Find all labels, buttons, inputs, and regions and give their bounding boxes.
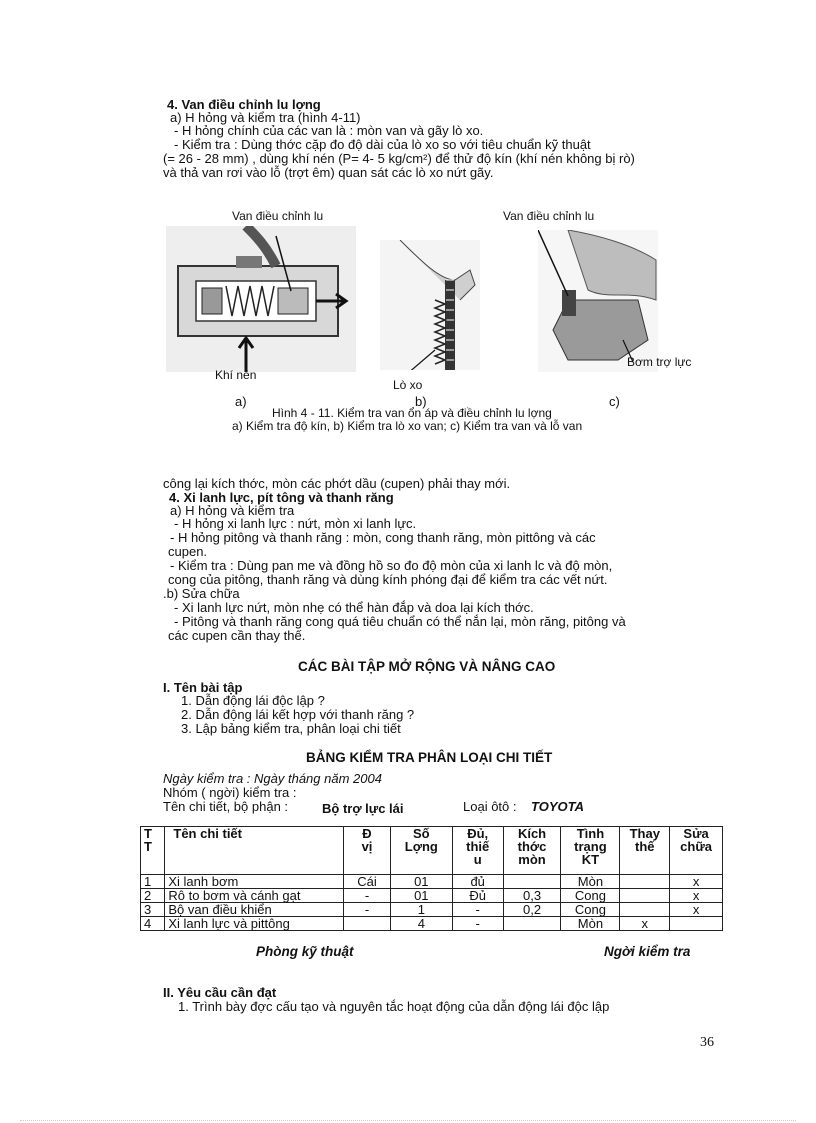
table-cell: 4 (141, 917, 165, 931)
text-line: cupen. (168, 544, 208, 559)
table-cell: Cái (344, 875, 391, 889)
table-cell: x (670, 903, 723, 917)
figure-sublabel-a: a) (235, 394, 247, 409)
text-line: - Kiểm tra : Dùng pan me và đồng hồ so đo độ mòn của xi lanh lc và độ mòn, (170, 558, 613, 573)
text-line: - Pitông và thanh răng cong quá tiêu chuẩn có thể nắn lại, mòn răng, pitông và (174, 614, 626, 629)
section-heading-cylinder: 4. Xi lanh lực, pít tông và thanh răng (169, 490, 394, 505)
table-row (141, 875, 723, 889)
table-cell: 0,3 (503, 889, 561, 903)
text-line: (= 26 - 28 mm) , dùng khí nén (P= 4- 5 kg/cm²) để thử độ kín (khí nén không bị rò) (163, 151, 635, 166)
text-line: các cupen cần thay thế. (168, 628, 306, 643)
signature-inspector: Ngời kiểm tra (604, 944, 691, 959)
col-header: Đ vị (344, 827, 391, 875)
figure-label-pump: Bơm trợ lực (627, 355, 692, 369)
table-cell: Xi lanh bơm (165, 875, 344, 889)
table-cell (503, 875, 561, 889)
table-cell: x (670, 889, 723, 903)
part-value: Bộ trợ lực lái (322, 801, 404, 816)
table-cell: - (344, 889, 391, 903)
table-cell (344, 917, 391, 931)
table-cell: 3 (141, 903, 165, 917)
inspection-table (140, 826, 723, 931)
inspection-date: Ngày kiểm tra : Ngày tháng năm 2004 (163, 771, 382, 786)
text-line: .b) Sửa chữa (163, 586, 240, 601)
col-header: Thay thế (620, 827, 670, 875)
figure-caption-detail: a) Kiểm tra độ kín, b) Kiểm tra lò xo van; c) Kiểm tra van và lỗ van (232, 419, 583, 433)
text-line: - H hỏng chính của các van là : mòn van và gãy lò xo. (174, 123, 484, 138)
table-cell: 2 (141, 889, 165, 903)
table-cell: Đủ (452, 889, 503, 903)
col-header: Kích thớc mòn (503, 827, 561, 875)
col-header: T T (141, 827, 165, 875)
table-cell (620, 903, 670, 917)
table-cell: 01 (390, 889, 452, 903)
text-line: - H hỏng pitông và thanh răng : mòn, cong thanh răng, mòn pittông và các (170, 530, 596, 545)
table-cell (503, 917, 561, 931)
text-line: a) H hỏng và kiểm tra (170, 503, 295, 518)
table-cell: Cong (561, 889, 620, 903)
table-cell: Bộ van điều khiển (165, 903, 344, 917)
requirements-item: 1. Trình bày đợc cấu tạo và nguyên tắc hoạt động của dẫn động lái độc lập (178, 999, 610, 1014)
col-header: Số Lợng (390, 827, 452, 875)
page-number: 36 (700, 1035, 714, 1050)
footer-divider (20, 1120, 796, 1121)
figure-sublabel-c: c) (609, 394, 620, 409)
table-cell: 0,2 (503, 903, 561, 917)
exercise-item: 1. Dẫn động lái độc lập ? (181, 693, 325, 708)
table-cell: - (452, 903, 503, 917)
figure-b-spring-check (380, 240, 480, 370)
exercise-heading: I. Tên bài tập (163, 680, 243, 695)
requirements-heading: II. Yêu cầu cần đạt (163, 985, 277, 1000)
text-line: a) H hỏng và kiểm tra (hình 4-11) (170, 110, 361, 125)
table-cell: Mòn (561, 917, 620, 931)
text-line: - Xi lanh lực nứt, mòn nhẹ có thể hàn đắp và doa lại kích thớc. (174, 600, 534, 615)
inspection-group: Nhóm ( ngời) kiểm tra : (163, 785, 297, 800)
figure-label-air: Khí nén (215, 368, 257, 382)
table-cell: 01 (390, 875, 452, 889)
table-title: BẢNG KIỂM TRA PHÂN LOẠI CHI TIẾT (306, 750, 553, 765)
signature-dept: Phòng kỹ thuật (256, 944, 354, 959)
car-value: TOYOTA (531, 799, 584, 814)
table-cell (620, 889, 670, 903)
figure-a-valve-cutaway (166, 226, 356, 372)
text-line: - Kiểm tra : Dùng thớc cặp đo độ dài của lò xo so với tiêu chuẩn kỹ thuật (174, 137, 591, 152)
figure-c-pump-check (538, 230, 658, 372)
table-row (141, 889, 723, 903)
table-cell: Mòn (561, 875, 620, 889)
text-line: - H hỏng xi lanh lực : nứt, mòn xi lanh lực. (174, 516, 417, 531)
table-cell: đủ (452, 875, 503, 889)
table-cell: - (452, 917, 503, 931)
table-cell: 1 (141, 875, 165, 889)
col-header: Đủ, thiế u (452, 827, 503, 875)
col-header: Tình trạng KT (561, 827, 620, 875)
col-header: Tên chi tiết (165, 827, 344, 875)
figure-label-valve-c: Van điều chỉnh lu (503, 209, 595, 223)
table-cell: x (670, 875, 723, 889)
figure-label-spring: Lò xo (393, 378, 423, 392)
table-cell: 1 (390, 903, 452, 917)
exercise-item: 2. Dẫn động lái kết hợp với thanh răng ? (181, 707, 415, 722)
text-line: công lại kích thớc, mòn các phớt dầu (cupen) phải thay mới. (163, 476, 511, 491)
table-cell: Rô to bơm và cánh gạt (165, 889, 344, 903)
table-cell: Cong (561, 903, 620, 917)
table-row (141, 917, 723, 931)
figure-caption: Hình 4 - 11. Kiểm tra van ổn áp và điều chỉnh lu lợng (272, 406, 552, 420)
figure-sublabel-b: b) (415, 394, 427, 409)
text-line: và thả van rơi vào lỗ (trợt êm) quan sát các lò xo nứt gãy. (163, 165, 494, 180)
table-cell: Xi lanh lực và pittông (165, 917, 344, 931)
part-label: Tên chi tiết, bộ phận : (163, 799, 289, 814)
table-cell (670, 917, 723, 931)
table-cell (620, 875, 670, 889)
exercise-section-title: CÁC BÀI TẬP MỞ RỘNG VÀ NÂNG CAO (298, 659, 556, 674)
section-heading-valve: 4. Van điều chỉnh lu lợng (167, 97, 321, 112)
exercise-item: 3. Lập bảng kiểm tra, phân loại chi tiết (181, 721, 401, 736)
table-cell: - (344, 903, 391, 917)
table-cell: 4 (390, 917, 452, 931)
text-line: cong của pitông, thanh răng và dùng kính phóng đại để kiểm tra các vết nứt. (168, 572, 608, 587)
col-header: Sửa chữa (670, 827, 723, 875)
table-row (141, 903, 723, 917)
table-cell: x (620, 917, 670, 931)
figure-label-valve-a: Van điều chỉnh lu (232, 209, 324, 223)
car-label: Loại ôtô : (463, 799, 517, 814)
